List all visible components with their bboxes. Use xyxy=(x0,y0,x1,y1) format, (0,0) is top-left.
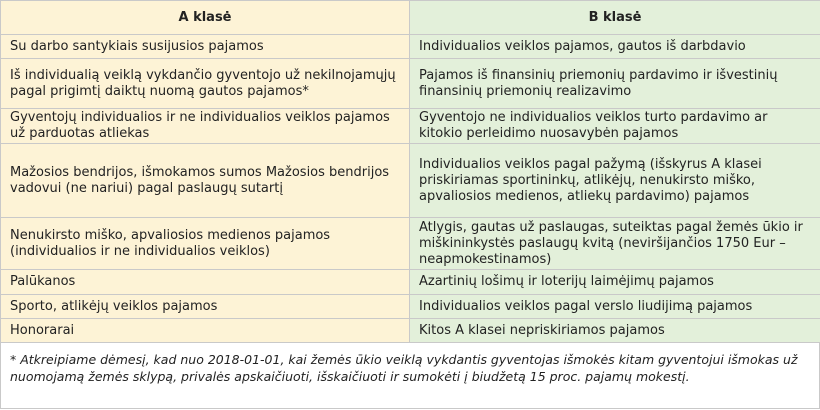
footnote: * Atkreipiame dėmesį, kad nuo 2018-01-01, kai žemės ūkio veiklą vykdantis gyventojas išmokės kitam gyventojui išmokas už nuomojamą žemės sklypą, privalės apskaičiuoti, išskaičiuoti ir sumokėti į biudžetą 15 proc. pajamų mokestį. xyxy=(0,343,820,409)
class-b-cell: Kitos A klasei nepriskiriamos pajamos xyxy=(410,319,820,343)
table-row xyxy=(1,295,820,319)
class-a-cell: Honorarai xyxy=(1,319,410,343)
class-b-cell: Individualios veiklos pagal pažymą (išskyrus A klasei priskiriamas sportininkų, atlikėjų, nenukirsto miško, apvaliosios medienos, atliekų pardavimo) pajamos xyxy=(410,144,820,218)
table-row xyxy=(1,319,820,343)
table-header-row xyxy=(1,1,820,35)
class-a-cell: Iš individualią veiklą vykdančio gyventojo už nekilnojamųjų pagal prigimtį daiktų nuomą gautos pajamos* xyxy=(1,59,410,109)
class-b-cell: Azartinių lošimų ir loterijų laimėjimų pajamos xyxy=(410,270,820,295)
table-row xyxy=(1,270,820,295)
class-b-cell: Individualios veiklos pagal verslo liudijimą pajamos xyxy=(410,295,820,319)
table-row xyxy=(1,59,820,109)
table-row xyxy=(1,109,820,144)
class-a-cell: Gyventojų individualios ir ne individualios veiklos pajamos už parduotas atliekas xyxy=(1,109,410,144)
table-row xyxy=(1,144,820,218)
class-a-cell: Palūkanos xyxy=(1,270,410,295)
table-row xyxy=(1,35,820,59)
table-row xyxy=(1,218,820,270)
column-header-a: A klasė xyxy=(1,1,410,35)
column-header-b: B klasė xyxy=(410,1,820,35)
class-a-cell: Mažosios bendrijos, išmokamos sumos Mažosios bendrijos vadovui (ne nariui) pagal paslaugų sutartį xyxy=(1,144,410,218)
class-b-cell: Pajamos iš finansinių priemonių pardavimo ir išvestinių finansinių priemonių realizavimo xyxy=(410,59,820,109)
class-a-cell: Sporto, atlikėjų veiklos pajamos xyxy=(1,295,410,319)
class-a-cell: Nenukirsto miško, apvaliosios medienos pajamos (individualios ir ne individualios veiklos) xyxy=(1,218,410,270)
class-a-cell: Su darbo santykiais susijusios pajamos xyxy=(1,35,410,59)
class-b-cell: Individualios veiklos pajamos, gautos iš darbdavio xyxy=(410,35,820,59)
class-b-cell: Atlygis, gautas už paslaugas, suteiktas pagal žemės ūkio ir miškininkystės paslaugų kvitą (neviršijančios 1750 Eur – neapmokestinamos) xyxy=(410,218,820,270)
class-b-cell: Gyventojo ne individualios veiklos turto pardavimo ar kitokio perleidimo nuosavybėn pajamos xyxy=(410,109,820,144)
